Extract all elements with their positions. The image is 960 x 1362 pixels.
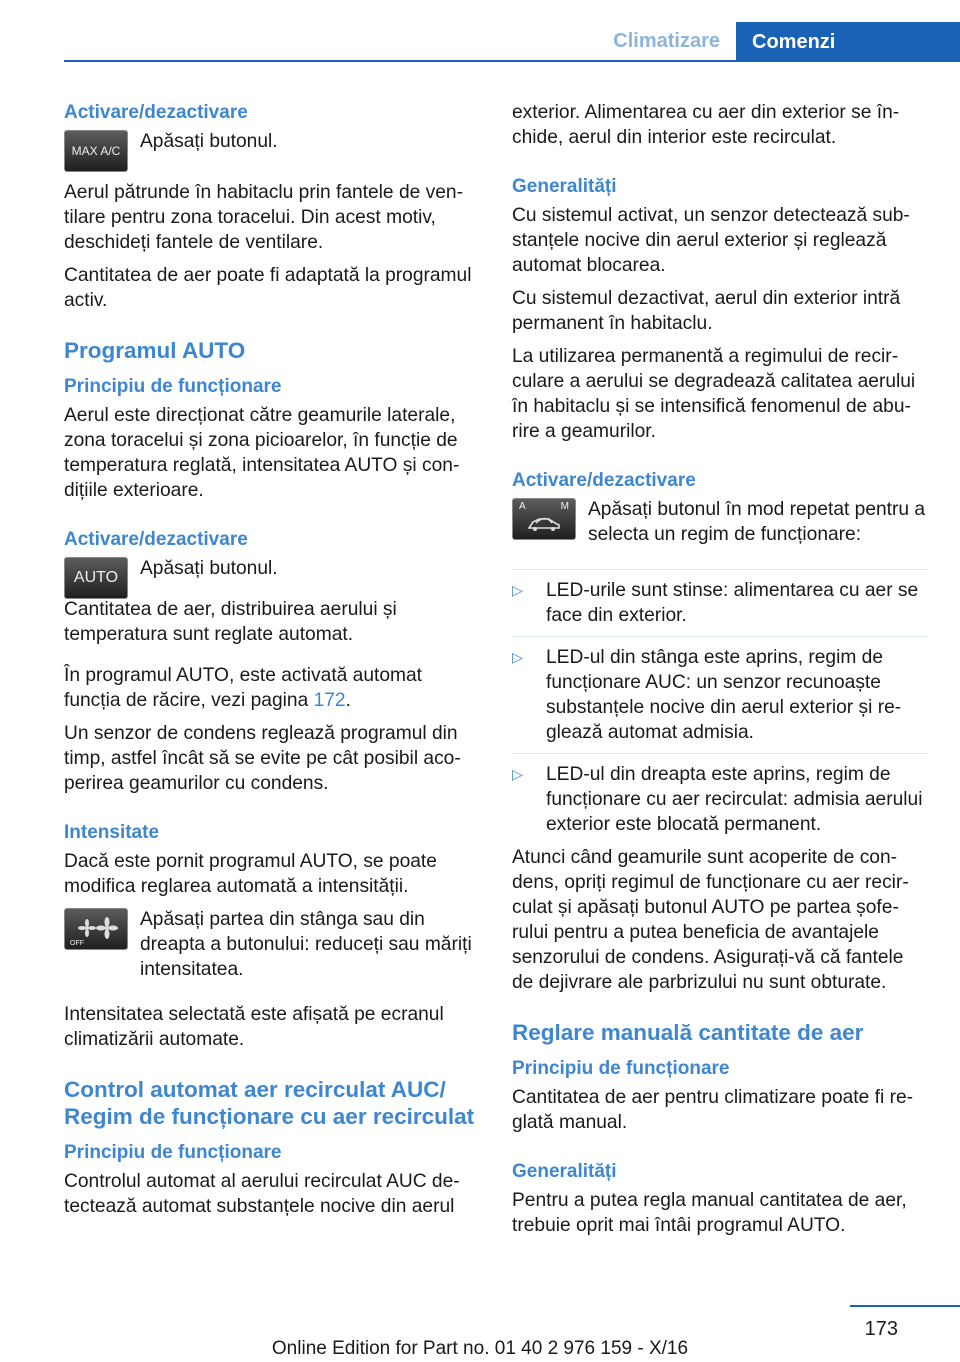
heading-auc: Control automat aer recirculat AUC/ Regim de funcționare cu aer recirculat	[64, 1077, 475, 1129]
heading-activation: Activare/dezactivare	[512, 470, 696, 491]
fan-instruction	[64, 907, 480, 988]
off-label: OFF	[70, 940, 84, 947]
heading-manual-air: Reglare manuală cantitate de aer	[512, 1020, 864, 1045]
paragraph: Aerul este direcționat către geamurile laterale, zona toracelui și zona picioarelor, în funcție de temperatura reglată, intensitatea AUTO și condițiile exterioare.	[64, 405, 460, 501]
heading-general: Generalități	[512, 1161, 617, 1182]
recirc-instruction	[512, 497, 928, 553]
paragraph: Cantitatea de aer poate fi adaptată la programul activ.	[64, 265, 472, 311]
text: .	[345, 690, 351, 711]
heading-auto-program: Programul AUTO	[64, 338, 246, 363]
header-divider	[64, 60, 960, 62]
triangle-bullet-icon: ▷	[512, 582, 523, 598]
paragraph: Cu sistemul dezactivat, aerul din exterior intră permanent în habitaclu.	[512, 288, 901, 334]
recirc-led-m: M	[560, 501, 569, 512]
right-column	[512, 100, 928, 1246]
recirc-button-icon	[512, 498, 576, 540]
fan-instruction-text: Apăsați partea din stânga sau din dreapta a butonului: reduceți sau măriți intensitatea.	[140, 909, 472, 980]
maxac-button-icon	[64, 130, 128, 172]
heading-activation: Activare/dezactivare	[64, 102, 248, 123]
footer-divider	[850, 1305, 960, 1307]
fan-button-icon	[64, 908, 128, 950]
maxac-instruction-text: Apăsați butonul.	[140, 131, 278, 152]
list-item	[512, 578, 928, 628]
paragraph: Aerul pătrunde în habitaclu prin fantele de ventilare pentru zona toracelui. Din acest motiv, deschideți fantele de ventilare.	[64, 182, 463, 253]
auto-instruction	[64, 556, 480, 599]
triangle-bullet-icon: ▷	[512, 649, 523, 665]
auto-icon-label: AUTO	[73, 569, 119, 586]
paragraph: Controlul automat al aerului recirculat AUC detectează automat substanțele nocive din aerul	[64, 1171, 460, 1217]
page-link[interactable]: 172	[313, 690, 346, 711]
paragraph: exterior. Alimentarea cu aer din exterior se închide, aerul din interior este recirculat.	[512, 102, 900, 148]
paragraph: Cu sistemul activat, un senzor detectează substanțele nocive din aerul exterior și reglează automat blocarea.	[512, 205, 910, 276]
paragraph: Cantitatea de aer pentru climatizare poate fi reglată manual.	[512, 1087, 914, 1133]
list-item	[512, 753, 928, 837]
paragraph: Dacă este pornit programul AUTO, se poate modifica reglarea automată a intensității.	[64, 851, 437, 897]
chapter-tab[interactable]	[736, 22, 960, 62]
auto-instruction-text: Apăsați butonul.	[140, 558, 278, 579]
heading-intensity: Intensitate	[64, 822, 160, 843]
paragraph: La utilizarea permanentă a regimului de recirculare a aerului se degradează calitatea aerului în habitaclu și se intensifică fenomenul de aburire a geamurilor.	[512, 346, 916, 442]
fan-icon	[74, 917, 118, 941]
maxac-instruction	[64, 129, 480, 172]
heading-activation: Activare/dezactivare	[64, 529, 248, 550]
section-tab[interactable]: Climatizare	[613, 30, 720, 52]
recirc-instruction-text: Apăsați butonul în mod repetat pentru a selecta un regim de funcționare:	[588, 499, 926, 545]
maxac-icon-label: MAX A/C	[71, 144, 121, 158]
heading-general: Generalități	[512, 176, 617, 197]
list-item-text: LED-urile sunt stinse: alimentarea cu aer se face din exterior.	[546, 580, 919, 626]
paragraph: Pentru a putea regla manual cantitatea de aer, trebuie oprit mai întâi programul AUTO.	[512, 1190, 907, 1236]
car-recirculation-icon	[524, 513, 564, 533]
paragraph: Atunci când geamurile sunt acoperite de condens, opriți regimul de funcționare cu aer recirculat și apăsați butonul AUTO pe partea șoferului pentru a putea beneficia de avantajele senzorului de condens. Asigurați-vă că fantele de dejivrare ale parbrizului nu sunt obturate.	[512, 847, 909, 993]
left-column	[64, 100, 480, 1227]
page-number: 173	[864, 1318, 898, 1340]
paragraph: Un senzor de condens reglează programul din timp, astfel încât să se evite pe cât posibil acoperirea geamurilor cu condens.	[64, 723, 461, 794]
heading-principle: Principiu de funcționare	[512, 1058, 730, 1079]
auto-button-icon	[64, 557, 128, 599]
list-item-text: LED-ul din dreapta este aprins, regim de funcționare cu aer recirculat: admisia aerului exterior este blocată permanent.	[546, 764, 923, 835]
paragraph: Cantitatea de aer, distribuirea aerului și temperatura sunt reglate automat.	[64, 599, 397, 645]
list-item-text: LED-ul din stânga este aprins, regim de funcționare AUC: un senzor recunoaște substanțele nocive din aerul exterior și reglează automat admisia.	[546, 647, 902, 743]
triangle-bullet-icon: ▷	[512, 766, 523, 782]
list-item	[512, 636, 928, 745]
paragraph: Intensitatea selectată este afișată pe ecranul climatizării automate.	[64, 1004, 444, 1050]
page-header	[0, 0, 960, 62]
mode-list	[512, 569, 928, 837]
heading-principle: Principiu de funcționare	[64, 376, 282, 397]
text: În programul AUTO, este activată automat funcția de răcire, vezi pagina	[64, 665, 422, 711]
recirc-led-a: A	[519, 501, 526, 512]
paragraph-with-link	[64, 663, 480, 713]
heading-principle: Principiu de funcționare	[64, 1142, 282, 1163]
edition-footer: Online Edition for Part no. 01 40 2 976 159 - X/16	[271, 1338, 689, 1359]
chapter-tab-label: Comenzi	[752, 30, 836, 53]
